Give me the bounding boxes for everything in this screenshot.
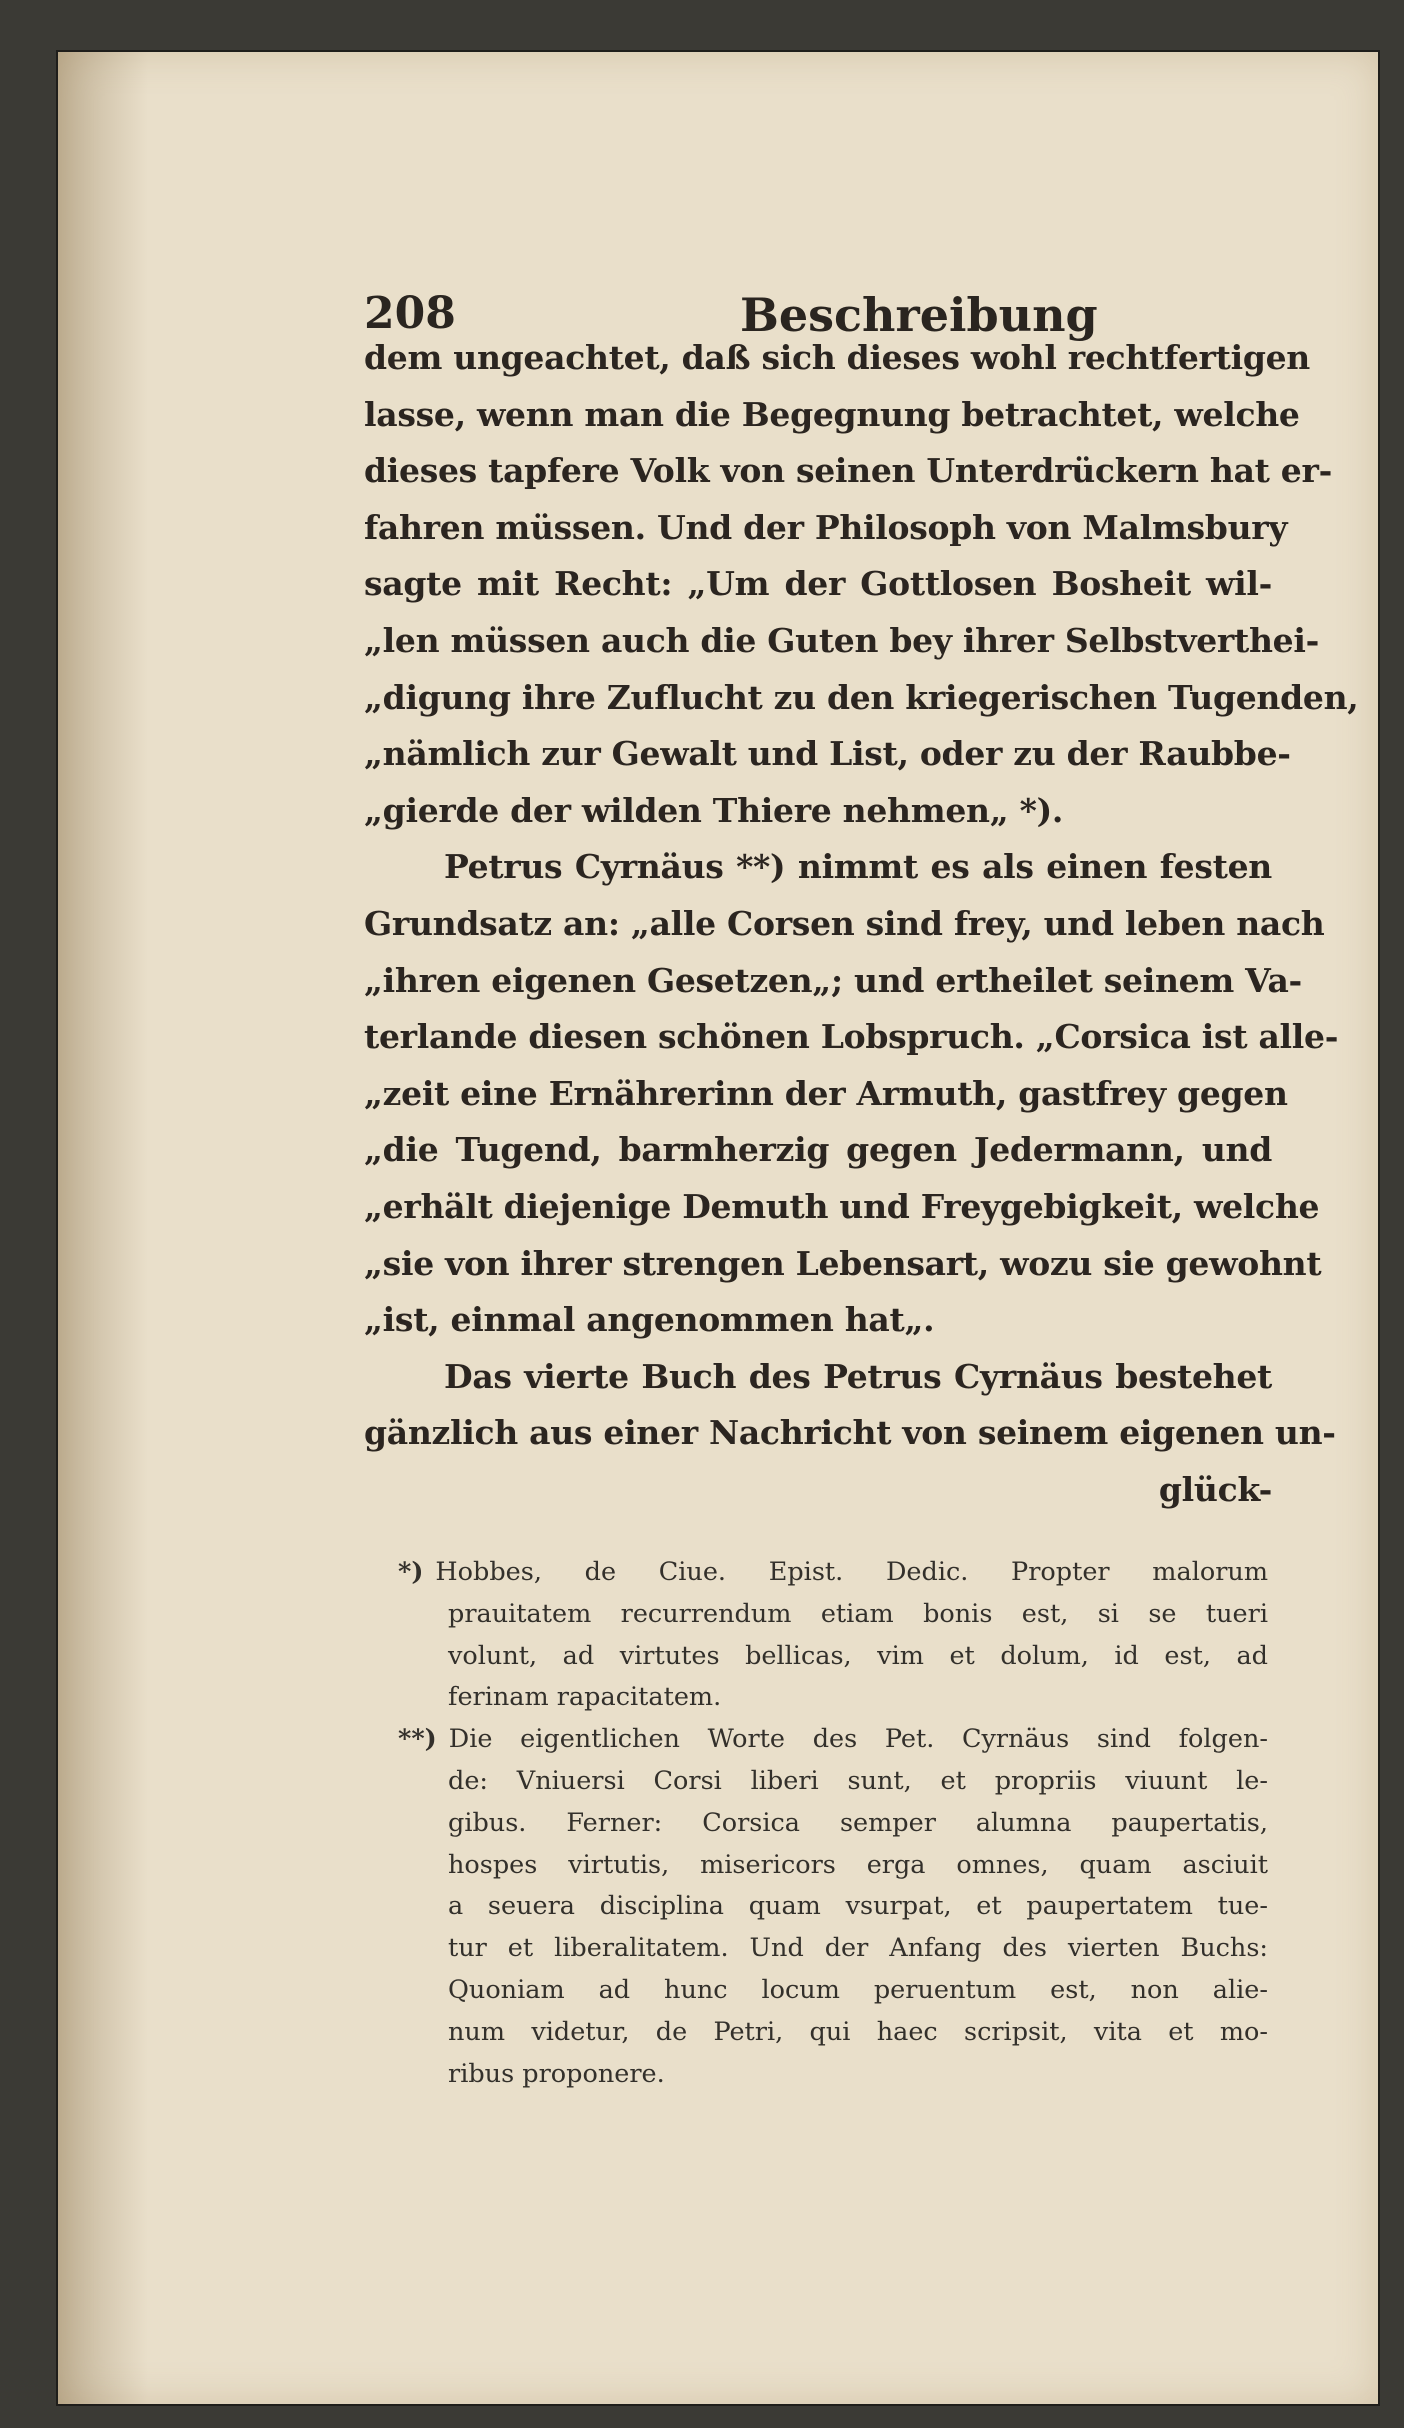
body-line: terlande diesen schönen Lobspruch. „Corsica ist alle- (364, 1017, 1339, 1057)
catchword: glück- (1158, 1469, 1272, 1509)
body-line: „sie von ihrer strengen Lebensart, wozu sie gewohnt (364, 1243, 1322, 1283)
footnote-line: Quoniam ad hunc locum peruentum est, non alie- (448, 1974, 1268, 2005)
footnote-line (398, 1719, 1268, 1761)
page-number: 208 (364, 288, 456, 339)
running-head: Beschreibung (740, 288, 1098, 342)
body-line: fahren müssen. Und der Philosoph von Malmsbury (364, 507, 1288, 547)
body-line: „ist, einmal angenommen hat„. (364, 1300, 935, 1340)
footnote-line: volunt, ad virtutes bellicas, vim et dolum, id est, ad (448, 1640, 1268, 1671)
body-line: Petrus Cyrnäus **) nimmt es als einen festen (444, 847, 1272, 887)
body-line: „nämlich zur Gewalt und List, oder zu der Raubbe- (364, 734, 1291, 774)
body-line: sagte mit Recht: „Um der Gottlosen Bosheit wil- (364, 564, 1272, 604)
body-text (364, 330, 1359, 1518)
footnote-text: Die eigentlichen Worte des Pet. Cyrnäus sind folgen- (448, 1724, 1268, 1755)
footnote-line: a seuera disciplina quam vsurpat, et paupertatem tue- (448, 1891, 1268, 1922)
body-line: „zeit eine Ernährerinn der Armuth, gastfrey gegen (364, 1073, 1288, 1113)
body-line: dem ungeachtet, daß sich dieses wohl rechtfertigen (364, 338, 1310, 377)
body-line: lasse, wenn man die Begegnung betrachtet, welche (364, 394, 1300, 434)
footnote-mark: *) (398, 1557, 424, 1587)
body-line: „digung ihre Zuflucht zu den kriegerischen Tugenden, (364, 677, 1359, 717)
footnote-text: Hobbes, de Ciue. Epist. Dedic. Propter malorum (435, 1557, 1268, 1587)
footnote-line: ribus proponere. (448, 2058, 665, 2089)
footnote-line: gibus. Ferner: Corsica semper alumna paupertatis, (448, 1807, 1268, 1838)
footnote-line: tur et liberalitatem. Und der Anfang des vierten Buchs: (448, 1933, 1268, 1964)
footnotes (398, 1552, 1268, 2095)
body-line: „die Tugend, barmherzig gegen Jedermann, und (364, 1130, 1272, 1170)
footnote-line: de: Vniuersi Corsi liberi sunt, et propriis viuunt le- (448, 1765, 1268, 1796)
footnote-line (398, 1552, 1268, 1594)
body-line: „len müssen auch die Guten bey ihrer Selbstverthei- (364, 620, 1319, 660)
footnote-mark: **) (398, 1724, 437, 1755)
footnote-line: prauitatem recurrendum etiam bonis est, si se tueri (448, 1598, 1268, 1629)
body-line: Grundsatz an: „alle Corsen sind frey, und leben nach (364, 903, 1325, 943)
body-line: „erhält diejenige Demuth und Freygebigkeit, welche (364, 1186, 1320, 1226)
footnote-line: hospes virtutis, misericors erga omnes, quam asciuit (448, 1849, 1268, 1880)
body-line: „gierde der wilden Thiere nehmen„ *). (364, 790, 1064, 830)
body-line: gänzlich aus einer Nachricht von seinem eigenen un- (364, 1413, 1336, 1453)
footnote-line: ferinam rapacitatem. (448, 1682, 722, 1713)
footnote-line: num videtur, de Petri, qui haec scripsit, vita et mo- (448, 2016, 1268, 2047)
body-line: „ihren eigenen Gesetzen„; und ertheilet seinem Va- (364, 960, 1302, 1000)
body-line: Das vierte Buch des Petrus Cyrnäus bestehet (444, 1356, 1272, 1396)
body-line: dieses tapfere Volk von seinen Unterdrückern hat er- (364, 451, 1332, 491)
